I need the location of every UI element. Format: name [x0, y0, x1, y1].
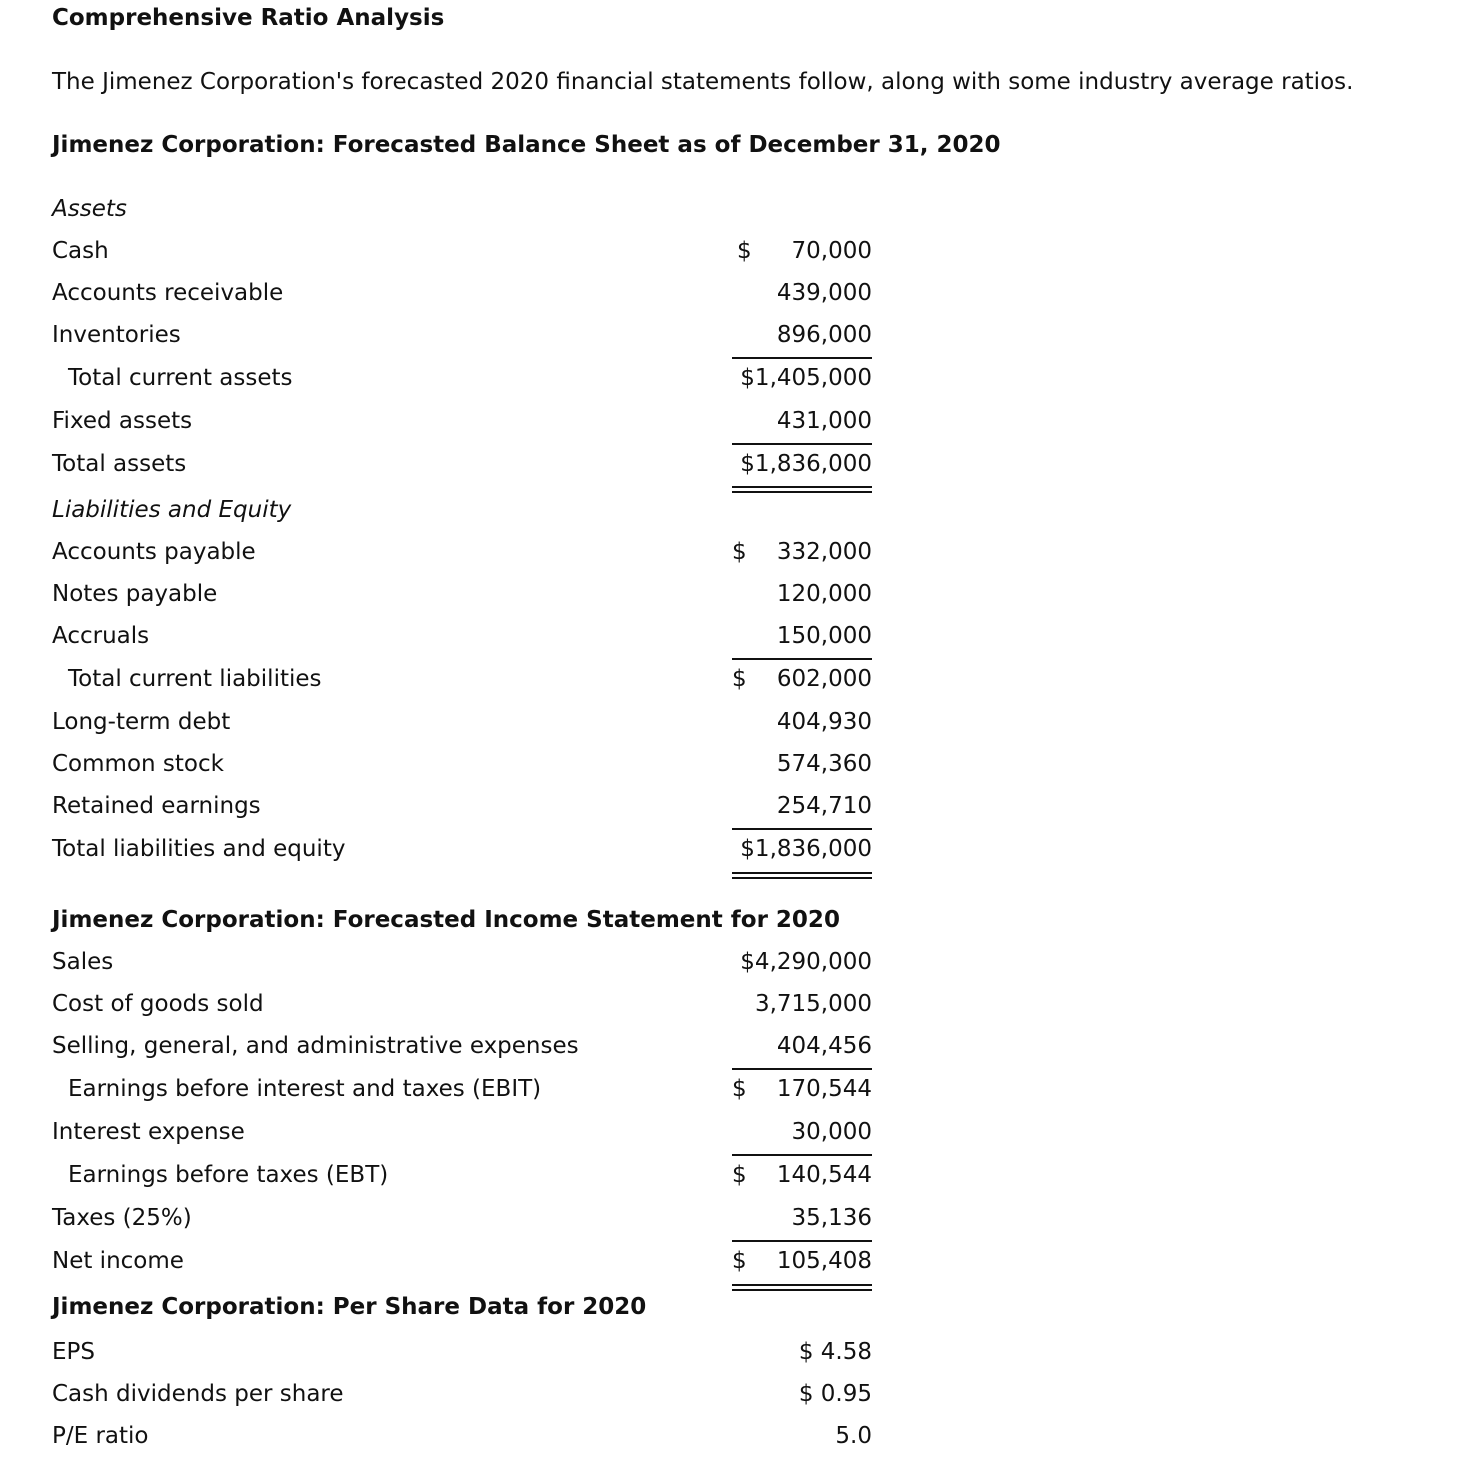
- row-value: 105,408: [776, 1248, 872, 1274]
- subtotal-rule: [732, 828, 872, 830]
- table-row: [52, 280, 872, 322]
- row-value: 404,456: [776, 1033, 872, 1059]
- dollar-sign: $: [732, 666, 747, 692]
- row-label: Accounts payable: [52, 539, 256, 565]
- dollar-sign: $: [732, 1162, 747, 1188]
- row-label: Total current liabilities: [68, 666, 322, 692]
- liabilities-label: Liabilities and Equity: [52, 497, 292, 523]
- row-label: Fixed assets: [52, 408, 193, 434]
- row-value: 150,000: [776, 623, 872, 649]
- row-label: Cost of goods sold: [52, 991, 264, 1017]
- row-value: 120,000: [776, 581, 872, 607]
- row-label: Taxes (25%): [52, 1205, 192, 1231]
- row-label: Long-term debt: [52, 709, 231, 735]
- balance-sheet-heading: Jimenez Corporation: Forecasted Balance Sheet as of December 31, 2020: [52, 132, 1001, 158]
- row-value: $1,836,000: [740, 451, 872, 477]
- income-statement-heading: Jimenez Corporation: Forecasted Income Statement for 2020: [52, 907, 840, 933]
- table-row: [52, 539, 872, 581]
- table-row: [52, 1339, 872, 1381]
- row-label: Accounts receivable: [52, 280, 284, 306]
- table-row: [52, 365, 872, 407]
- row-value: 5.0: [835, 1423, 872, 1449]
- row-label: Earnings before interest and taxes (EBIT): [68, 1076, 542, 1102]
- row-label: Common stock: [52, 751, 224, 777]
- table-row: [52, 238, 872, 280]
- assets-section-label: [52, 196, 872, 238]
- row-value: 431,000: [776, 408, 872, 434]
- row-value: $ 0.95: [798, 1381, 872, 1407]
- row-label: Retained earnings: [52, 793, 261, 819]
- table-row: [52, 581, 872, 623]
- subtotal-rule: [732, 1240, 872, 1242]
- row-value: 439,000: [776, 280, 872, 306]
- total-double-rule: [732, 486, 872, 493]
- row-value: 254,710: [776, 793, 872, 819]
- row-value: $4,290,000: [740, 949, 872, 975]
- row-value: 170,544: [776, 1076, 872, 1102]
- table-row: [52, 709, 872, 751]
- row-value: $1,405,000: [740, 365, 872, 391]
- table-row: [52, 666, 872, 708]
- row-label: Earnings before taxes (EBT): [68, 1162, 389, 1188]
- row-label: Sales: [52, 949, 114, 975]
- intro-paragraph: The Jimenez Corporation's forecasted 2020 financial statements follow, along with some industry average ratios.: [52, 69, 1354, 95]
- liabilities-section-label: [52, 497, 872, 539]
- total-double-rule: [732, 872, 872, 879]
- row-value: 332,000: [776, 539, 872, 565]
- assets-label: Assets: [52, 196, 127, 222]
- subtotal-rule: [732, 1154, 872, 1156]
- table-row: [52, 1162, 872, 1204]
- table-row: [52, 1381, 872, 1423]
- subtotal-rule: [732, 1068, 872, 1070]
- row-label: Selling, general, and administrative expenses: [52, 1033, 579, 1059]
- row-label: Interest expense: [52, 1119, 245, 1145]
- row-label: Total liabilities and equity: [52, 836, 346, 862]
- row-label: Total assets: [52, 451, 187, 477]
- dollar-sign: $: [732, 1076, 747, 1102]
- row-value: 3,715,000: [754, 991, 872, 1017]
- dollar-sign: $: [732, 1248, 747, 1274]
- table-row: [52, 751, 872, 793]
- row-label: P/E ratio: [52, 1423, 149, 1449]
- row-value: 35,136: [791, 1205, 872, 1231]
- row-label: Accruals: [52, 623, 150, 649]
- row-label: Inventories: [52, 322, 181, 348]
- row-value: 896,000: [776, 322, 872, 348]
- subtotal-rule: [732, 357, 872, 359]
- total-double-rule: [732, 1284, 872, 1291]
- row-value: $ 4.58: [798, 1339, 872, 1365]
- row-value: 30,000: [791, 1119, 872, 1145]
- row-label: Cash: [52, 238, 109, 264]
- subtotal-rule: [732, 658, 872, 660]
- table-row: [52, 949, 872, 991]
- row-value: 140,544: [776, 1162, 872, 1188]
- page-title: Comprehensive Ratio Analysis: [52, 5, 445, 31]
- row-value: 602,000: [776, 666, 872, 692]
- row-label: Cash dividends per share: [52, 1381, 344, 1407]
- row-label: EPS: [52, 1339, 96, 1365]
- subtotal-rule: [732, 443, 872, 445]
- table-row: [52, 1423, 872, 1465]
- table-row: [52, 1076, 872, 1118]
- row-label: Notes payable: [52, 581, 218, 607]
- row-value: 574,360: [776, 751, 872, 777]
- table-row: [52, 991, 872, 1033]
- row-value: 70,000: [791, 238, 872, 264]
- row-value: $1,836,000: [740, 836, 872, 862]
- per-share-heading: Jimenez Corporation: Per Share Data for 2020: [52, 1294, 647, 1320]
- row-label: Net income: [52, 1248, 184, 1274]
- dollar-sign: $: [737, 238, 752, 264]
- row-label: Total current assets: [68, 365, 293, 391]
- row-value: 404,930: [776, 709, 872, 735]
- dollar-sign: $: [732, 539, 747, 565]
